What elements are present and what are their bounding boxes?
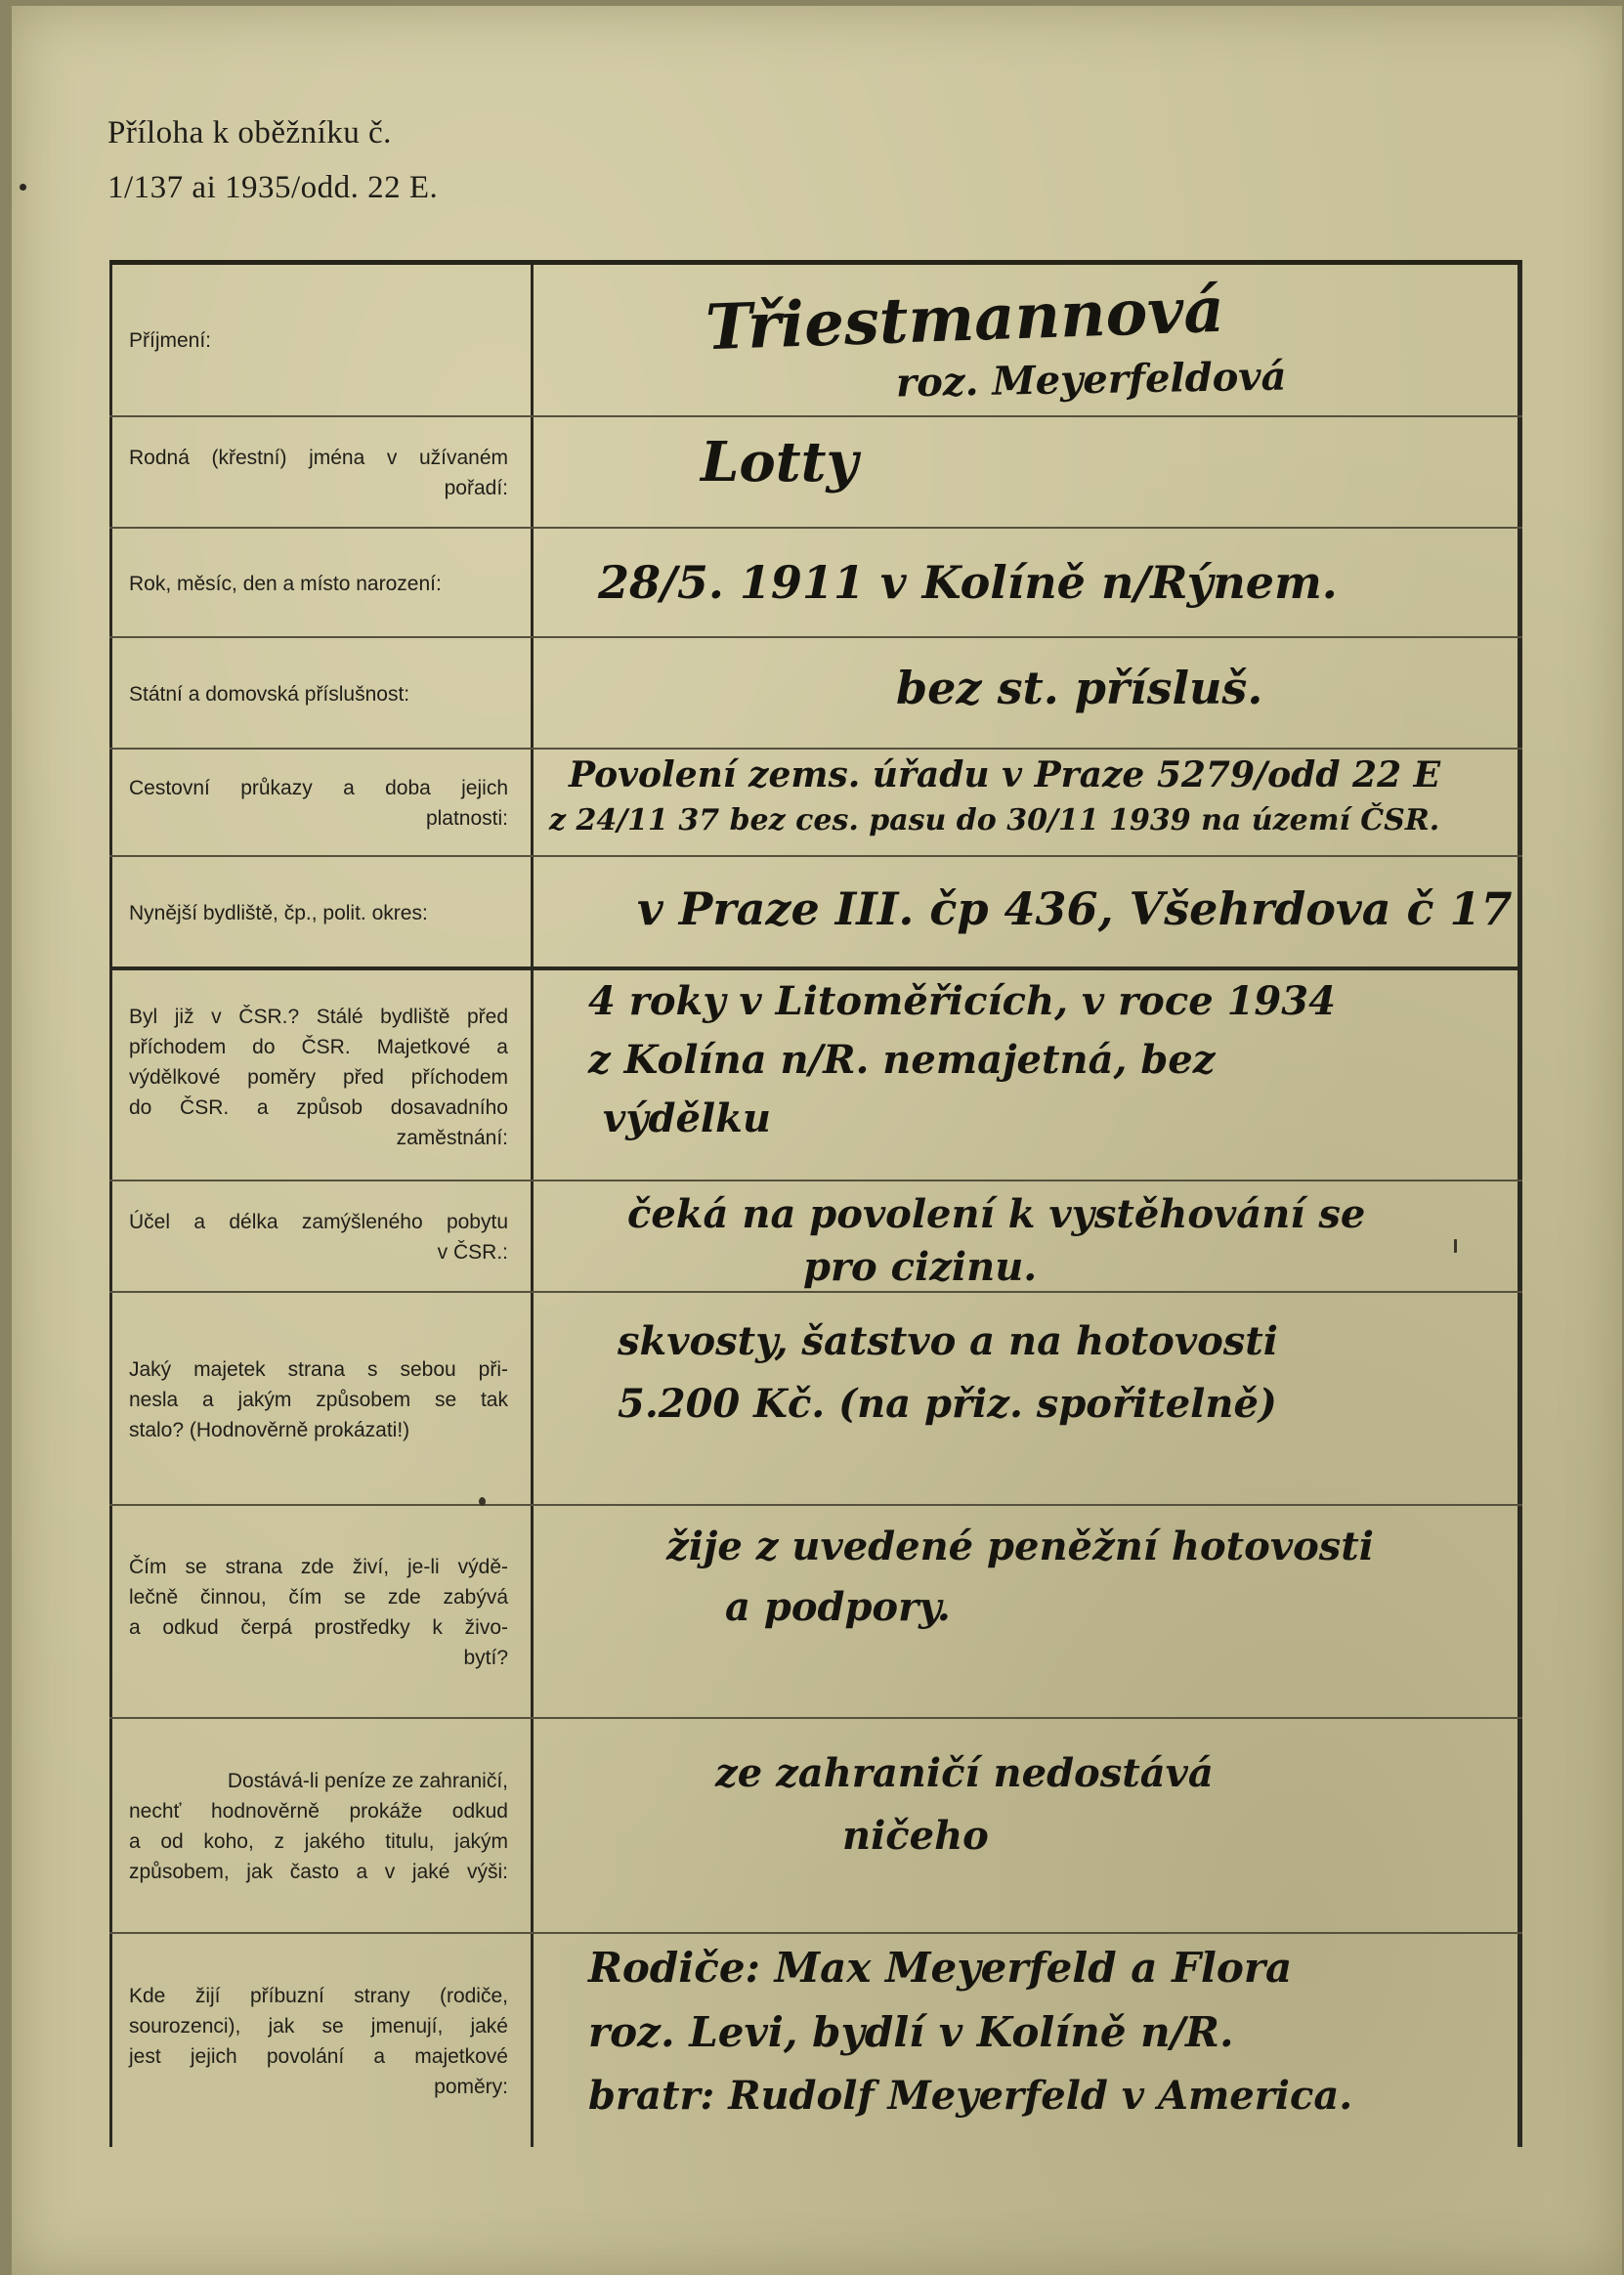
form-sheet: [12, 6, 1622, 2275]
form-row-purpose: [109, 1180, 1522, 1293]
handwritten-answer: [549, 857, 1513, 968]
field-label: [129, 417, 508, 529]
circular-reference-line2: 1/137 ai 1935/odd. 22 E.: [107, 170, 439, 205]
handwritten-line: z Kolína n/R. nemajetná, bez: [588, 1037, 1216, 1083]
field-label-line: Dostává-li peníze ze zahraničí,: [227, 1770, 508, 1792]
handwritten-line: a podpory.: [725, 1584, 951, 1630]
field-label-line: jest jejich povolání a majetkové: [129, 2045, 508, 2068]
handwritten-answer: [549, 638, 1513, 750]
field-label-line: Čím se strana zde živí, je-li výdě-: [129, 1556, 508, 1578]
handwritten-line: 4 roky v Litoměřicích, v roce 1934: [588, 978, 1336, 1024]
field-label-line: Státní a domovská příslušnost:: [129, 682, 410, 706]
field-label-line: Jaký majetek strana s sebou při-: [129, 1357, 508, 1381]
field-label: [129, 1719, 508, 1934]
handwritten-answer: [549, 970, 1513, 1183]
handwritten-line: skvosty, šatstvo a na hotovosti: [618, 1318, 1278, 1364]
field-label: [129, 970, 508, 1183]
handwritten-line: bratr: Rudolf Meyerfeld v America.: [588, 2073, 1353, 2119]
field-label-line: do ČSR. a způsob dosavadního: [129, 1095, 508, 1119]
field-label: [129, 638, 508, 750]
field-label: [129, 750, 508, 857]
field-label-line: a od koho, z jakého titulu, jakým: [129, 1830, 508, 1853]
handwritten-line: čeká na povolení k vystěhování se: [627, 1191, 1366, 1237]
field-label-line: nechť hodnověrně prokáže odkud: [129, 1800, 508, 1823]
field-label-line: bytí?: [463, 1647, 508, 1669]
handwritten-line: Povolení zems. úřadu v Praze 5279/odd 22 E: [569, 754, 1441, 795]
handwritten-line: bez st. přísluš.: [896, 662, 1263, 714]
field-label: [129, 529, 508, 638]
punch-mark: [20, 184, 26, 191]
form-row-citizenship: [109, 636, 1522, 750]
handwritten-line: Lotty: [701, 430, 858, 494]
handwritten-line: Třiestmannová: [704, 273, 1226, 365]
form-row-foreign-funds: [109, 1717, 1522, 1934]
form-row-travel-documents: [109, 748, 1522, 857]
ink-speck: [1454, 1239, 1457, 1253]
field-label-line: nesla a jakým způsobem se tak: [129, 1388, 508, 1411]
handwritten-line: z 24/11 37 bez ces. pasu do 30/11 1939 na území ČSR.: [549, 803, 1440, 837]
form-row-residence: [109, 855, 1522, 968]
field-label-line: způsobem, jak často a v jaké výši:: [129, 1861, 508, 1883]
form-row-relatives: [109, 1932, 1522, 2149]
handwritten-answer: [549, 1719, 1513, 1934]
field-label-line: pořadí:: [444, 477, 508, 499]
handwritten-line: roz. Levi, bydlí v Kolíně n/R.: [588, 2008, 1234, 2056]
form-row-previous-stay: [109, 966, 1522, 1183]
handwritten-line: 5.200 Kč. (na přiz. spořitelně): [618, 1381, 1277, 1427]
field-label-line: Nynější bydliště, čp., polit. okres:: [129, 901, 428, 924]
handwritten-answer: [549, 1934, 1513, 2149]
handwritten-answer: [549, 265, 1513, 415]
field-label-line: Rok, měsíc, den a místo narození:: [129, 572, 442, 595]
ink-speck: [479, 1497, 486, 1506]
field-label-line: Byl již v ČSR.? Stálé bydliště před: [129, 1005, 508, 1028]
field-label-line: Kde žijí příbuzní strany (rodiče,: [129, 1985, 508, 2007]
handwritten-line: 28/5. 1911 v Kolíně n/Rýnem.: [598, 556, 1338, 609]
registration-form-table: [109, 260, 1522, 2147]
handwritten-line: pro cizinu.: [803, 1244, 1038, 1290]
handwritten-line: ničeho: [842, 1813, 989, 1859]
field-label: [129, 265, 508, 415]
handwritten-line: ze zahraničí nedostává: [715, 1750, 1214, 1796]
field-label-line: platnosti:: [425, 807, 508, 830]
field-label-line: a odkud čerpá prostředky k živo-: [129, 1616, 508, 1639]
form-row-given-names: [109, 415, 1522, 529]
field-label-line: v ČSR.:: [437, 1241, 508, 1264]
field-label-line: příchodem do ČSR. Majetkové a: [129, 1035, 508, 1058]
handwritten-answer: [549, 1181, 1513, 1293]
handwritten-line: roz. Meyerfeldová: [895, 353, 1287, 407]
form-row-surname: [109, 265, 1522, 415]
field-label: [129, 857, 508, 968]
handwritten-answer: [549, 1293, 1513, 1506]
form-row-livelihood: [109, 1504, 1522, 1719]
field-label-line: lečně činnou, čím se zde zabývá: [129, 1586, 508, 1609]
field-label-line: Cestovní průkazy a doba jejich: [129, 777, 508, 799]
handwritten-line: žije z uvedené peněžní hotovosti: [666, 1524, 1374, 1569]
handwritten-answer: [549, 529, 1513, 638]
field-label-line: Příjmení:: [129, 328, 212, 352]
form-row-birth: [109, 527, 1522, 638]
circular-reference-line1: Příloha k oběžníku č.: [107, 115, 392, 150]
field-label: [129, 1181, 508, 1293]
field-label-line: stalo? (Hodnověrně prokázati!): [129, 1418, 410, 1441]
field-label: [129, 1506, 508, 1719]
field-label: [129, 1934, 508, 2149]
handwritten-line: Rodiče: Max Meyerfeld a Flora: [588, 1944, 1293, 1992]
handwritten-line: výdělku: [603, 1095, 771, 1141]
field-label-line: výdělkové poměry před příchodem: [129, 1065, 508, 1089]
handwritten-answer: [549, 1506, 1513, 1719]
field-label: [129, 1293, 508, 1506]
field-label-line: Účel a délka zamýšleného pobytu: [129, 1211, 508, 1233]
field-label-line: zaměstnání:: [396, 1126, 508, 1149]
handwritten-answer: [549, 750, 1513, 857]
form-row-property: [109, 1291, 1522, 1506]
field-label-line: poměry:: [434, 2076, 508, 2098]
field-label-line: sourozenci), jak se jmenují, jaké: [129, 2015, 508, 2038]
handwritten-line: v Praze III. čp 436, Všehrdova č 17: [637, 882, 1513, 935]
field-label-line: Rodná (křestní) jména v užívaném: [129, 447, 508, 469]
handwritten-answer: [549, 417, 1513, 529]
